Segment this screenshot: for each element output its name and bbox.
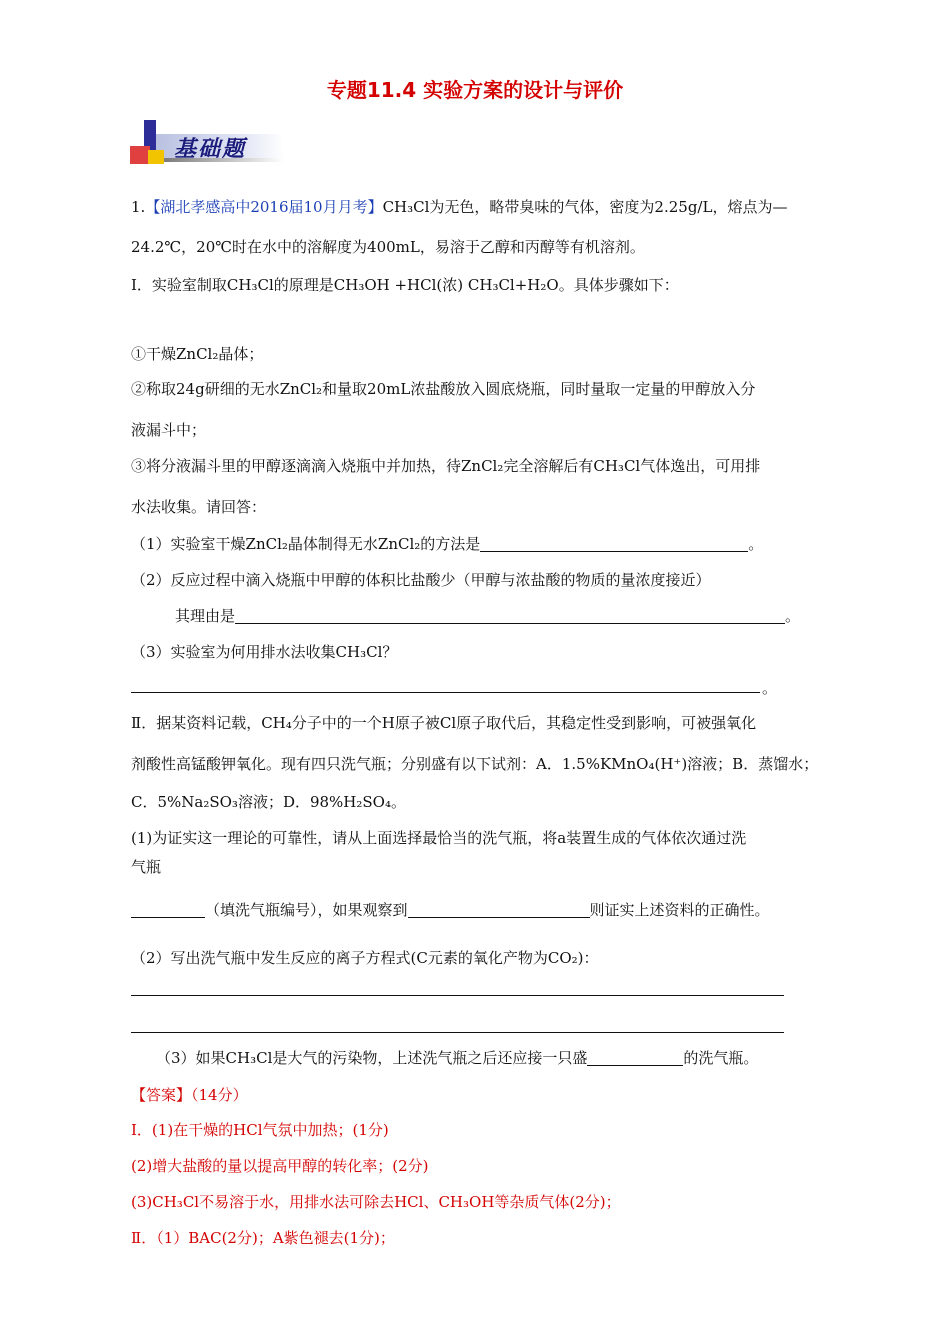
answer-blank[interactable] [408, 902, 590, 918]
answer-blank[interactable] [235, 608, 785, 624]
section-banner [130, 120, 290, 170]
part2-question-3 [156, 1048, 758, 1068]
part2-question-1-line-c [131, 900, 770, 920]
part2-question-1-line-b: 气瓶 [131, 858, 162, 876]
answer-line-4: Ⅱ．（1）BAC(2分)；A紫色褪去(1分)； [131, 1229, 395, 1247]
answer-blank[interactable] [131, 902, 205, 918]
step-3-line-a: ③将分液漏斗里的甲醇逐滴滴入烧瓶中并加热，待ZnCl₂完全溶解后有CH₃Cl气体逸出，可用排 [131, 457, 761, 475]
answer-heading: 【答案】（14分） [131, 1086, 248, 1104]
question-source: 【湖北孝感高中2016届10月月考】 [145, 198, 383, 216]
answer-line[interactable] [131, 1032, 784, 1033]
answer-line-3: (3)CH₃Cl不易溶于水，用排水法可除去HCl、CH₃OH等杂质气体(2分)； [131, 1193, 621, 1211]
part2-line-a: Ⅱ．据某资料记载，CH₄分子中的一个H原子被Cl原子取代后，其稳定性受到影响，可被强氧化 [131, 714, 757, 732]
question-number: 1. [131, 198, 146, 216]
part2-question-1-conclusion: 则证实上述资料的正确性。 [589, 901, 770, 919]
answer-blank[interactable] [480, 536, 748, 552]
step-1: ①干燥ZnCl₂晶体； [131, 345, 264, 363]
step-2-line-a: ②称取24g研细的无水ZnCl₂和量取20mL浓盐酸放入圆底烧瓶，同时量取一定量的甲醇放入分 [131, 380, 756, 398]
period: 。 [785, 607, 801, 625]
part1-question-2-line-a: （2）反应过程中滴入烧瓶中甲醇的体积比盐酸少（甲醇与浓盐酸的物质的量浓度接近） [131, 571, 711, 589]
answer-line-1: Ⅰ．(1)在干燥的HCl气氛中加热；(1分) [131, 1121, 389, 1139]
part2-question-1-line-a: (1)为证实这一理论的可靠性，请从上面选择最恰当的洗气瓶，将a装置生成的气体依次通过洗 [131, 829, 747, 847]
part1-question-1-text: （1）实验室干燥ZnCl₂晶体制得无水ZnCl₂的方法是 [131, 535, 481, 553]
part2-line-b: 剂酸性高锰酸钾氧化。现有四只洗气瓶；分别盛有以下试剂：A．1.5%KMnO₄(H⁺)溶液；B．蒸馏水； [131, 755, 819, 773]
answer-blank[interactable] [587, 1050, 683, 1066]
part2-question-1-fill-hint: （填洗气瓶编号），如果观察到 [205, 901, 408, 919]
page-title: 专题11.4 实验方案的设计与评价 [326, 78, 624, 102]
part2-question-2: （2）写出洗气瓶中发生反应的离子方程式(C元素的氧化产物为CO₂)： [131, 949, 599, 967]
part1-question-2-reason: 其理由是 [175, 607, 236, 625]
question-1-intro [131, 197, 787, 217]
period: 。 [762, 679, 778, 697]
part1-question-1 [131, 534, 763, 554]
banner-label: 基础题 [174, 136, 247, 162]
step-2-line-b: 液漏斗中； [131, 421, 207, 439]
part2-question-3-text: （3）如果CH₃Cl是大气的污染物，上述洗气瓶之后还应接一只盛 [156, 1049, 588, 1067]
part2-question-3-end: 的洗气瓶。 [683, 1049, 759, 1067]
answer-line-2: (2)增大盐酸的量以提高甲醇的转化率；(2分) [131, 1157, 429, 1175]
part1-question-2-line-b [175, 606, 800, 626]
intro-line-1: CH₃Cl为无色，略带臭味的气体，密度为2.25g/L，熔点为— [382, 198, 788, 216]
period: 。 [748, 535, 764, 553]
part1-question-3: （3）实验室为何用排水法收集CH₃Cl？ [131, 643, 398, 661]
intro-line-2: 24.2℃，20℃时在水中的溶解度为400mL，易溶于乙醇和丙醇等有机溶剂。 [131, 238, 645, 256]
answer-line[interactable] [131, 692, 760, 693]
part1-heading: Ⅰ．实验室制取CH₃Cl的原理是CH₃OH +HCl(浓) CH₃Cl+H₂O。具体步骤如下： [131, 276, 679, 294]
part2-line-c: C．5%Na₂SO₃溶液；D．98%H₂SO₄。 [131, 793, 406, 811]
banner-yellow-block [148, 150, 164, 164]
banner-red-block [130, 146, 150, 164]
step-3-line-b: 水法收集。请回答： [131, 498, 267, 516]
answer-line[interactable] [131, 995, 784, 996]
